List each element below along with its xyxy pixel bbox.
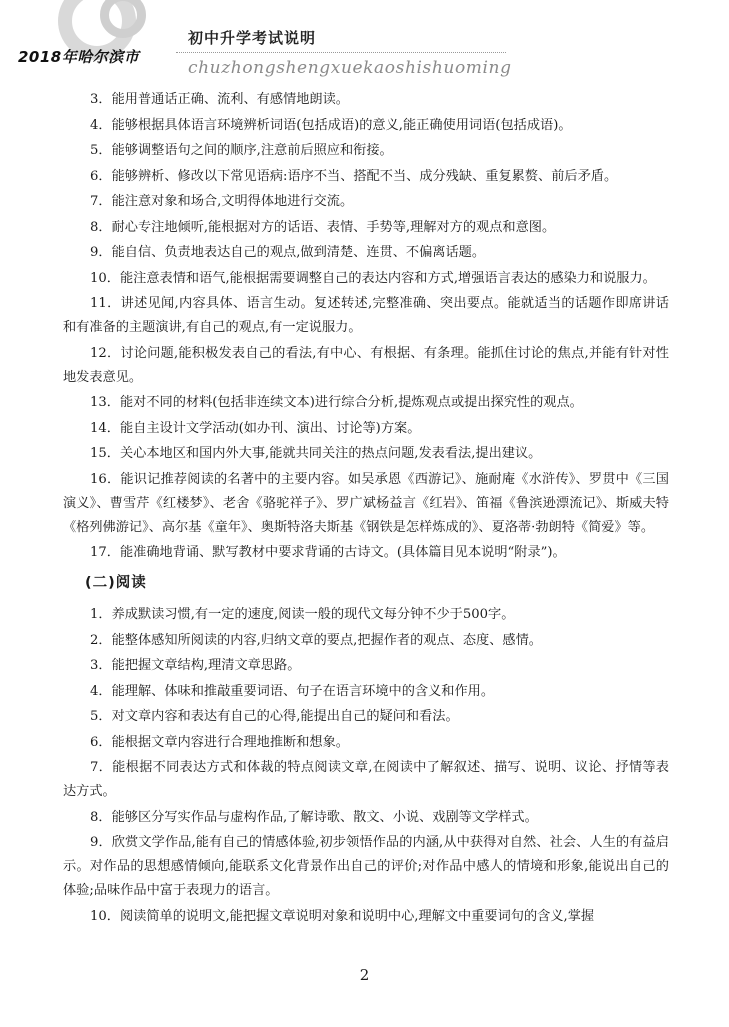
reading-item-2: 2．能整体感知所阅读的内容,归纳文章的要点,把握作者的观点、态度、感情。 xyxy=(90,632,542,648)
reading-item-7: 7．能根据不同表达方式和体裁的特点阅读文章,在阅读中了解叙述、描写、说明、议论、抒情等表达方式。 xyxy=(63,760,669,799)
speaking-item-10: 10．能注意表情和语气,能根据需要调整自己的表达内容和方式,增强语言表达的感染力和说服力。 xyxy=(90,270,656,286)
speaking-item-4: 4．能够根据具体语言环境辨析词语(包括成语)的意义,能正确使用词语(包括成语)。 xyxy=(90,117,572,133)
header-title: 初中升学考试说明 xyxy=(188,29,317,47)
header-year-city: 2018年哈尔滨市 xyxy=(18,48,140,66)
reading-item-6: 6．能根据文章内容进行合理地推断和想象。 xyxy=(90,734,349,750)
section-heading-reading: (二)阅读 xyxy=(85,575,147,591)
reading-item-9: 9．欣赏文学作品,能有自己的情感体验,初步领悟作品的内涵,从中获得对自然、社会、人生的有益启示。对作品的思想感情倾向,能联系文化背景作出自己的评价;对作品中感人的情境和形象,能说出自己的体验;品味作品中富于表现力的语言。 xyxy=(63,835,669,898)
speaking-item-11: 11．讲述见闻,内容具体、语言生动。复述转述,完整准确、突出要点。能就适当的话题作即席讲话和有准备的主题演讲,有自己的观点,有一定说服力。 xyxy=(63,296,669,335)
speaking-item-5: 5．能够调整语句之间的顺序,注意前后照应和衔接。 xyxy=(90,143,393,158)
reading-item-10: 10．阅读简单的说明文,能把握文章说明对象和说明中心,理解文中重要词句的含义,掌握 xyxy=(90,908,595,924)
speaking-item-8: 8．耐心专注地倾听,能根据对方的话语、表情、手势等,理解对方的观点和意图。 xyxy=(90,219,556,235)
header-pinyin: chuzhongshengxuekaoshishuoming xyxy=(188,58,512,78)
speaking-item-3: 3．能用普通话正确、流利、有感情地朗读。 xyxy=(90,92,349,107)
reading-item-8: 8．能够区分写实作品与虚构作品,了解诗歌、散文、小说、戏剧等文学样式。 xyxy=(90,809,538,825)
document-body xyxy=(63,88,669,930)
page-header xyxy=(0,0,729,88)
reading-item-1: 1．养成默读习惯,有一定的速度,阅读一般的现代文每分钟不少于500字。 xyxy=(90,607,515,622)
speaking-item-12: 12．讨论问题,能积极发表自己的看法,有中心、有根据、有条理。能抓住讨论的焦点,并能有针对性地发表意见。 xyxy=(63,345,669,385)
speaking-item-17: 17．能准确地背诵、默写教材中要求背诵的古诗文。(具体篇目见本说明“附录”)。 xyxy=(90,545,566,560)
speaking-item-6: 6．能够辨析、修改以下常见语病:语序不当、搭配不当、成分残缺、重复累赘、前后矛盾。 xyxy=(90,168,618,184)
reading-item-3: 3．能把握文章结构,理清文章思路。 xyxy=(90,658,301,673)
speaking-item-7: 7．能注意对象和场合,文明得体地进行交流。 xyxy=(90,194,354,209)
speaking-item-15: 15．关心本地区和国内外大事,能就共同关注的热点问题,发表看法,提出建议。 xyxy=(90,446,542,461)
speaking-item-14: 14．能自主设计文学活动(如办刊、演出、讨论等)方案。 xyxy=(90,420,421,436)
decorative-ring-logo-inner xyxy=(100,0,146,38)
header-dotted-divider xyxy=(176,52,506,53)
speaking-item-9: 9．能自信、负责地表达自己的观点,做到清楚、连贯、不偏离话题。 xyxy=(90,245,486,260)
reading-item-4: 4．能理解、体味和推敲重要词语、句子在语言环境中的含义和作用。 xyxy=(90,683,495,699)
speaking-item-16: 16．能识记推荐阅读的名著中的主要内容。如吴承恩《西游记》、施耐庵《水浒传》、罗贯中《三国演义》、曹雪芹《红楼梦》、老舍《骆驼祥子》、罗广斌杨益言《红岩》、笛福《鲁滨逊漂流记》、斯威夫特《格列佛游记》、高尔基《童年》、奥斯特洛夫斯基《钢铁是怎样炼成的》、夏洛蒂·勃朗特《简爱》等。 xyxy=(63,471,669,535)
speaking-item-13: 13．能对不同的材料(包括非连续文本)进行综合分析,提炼观点或提出探究性的观点。 xyxy=(90,395,583,410)
page-number: 2 xyxy=(359,966,370,984)
reading-item-5: 5．对文章内容和表达有自己的心得,能提出自己的疑问和看法。 xyxy=(90,709,459,724)
